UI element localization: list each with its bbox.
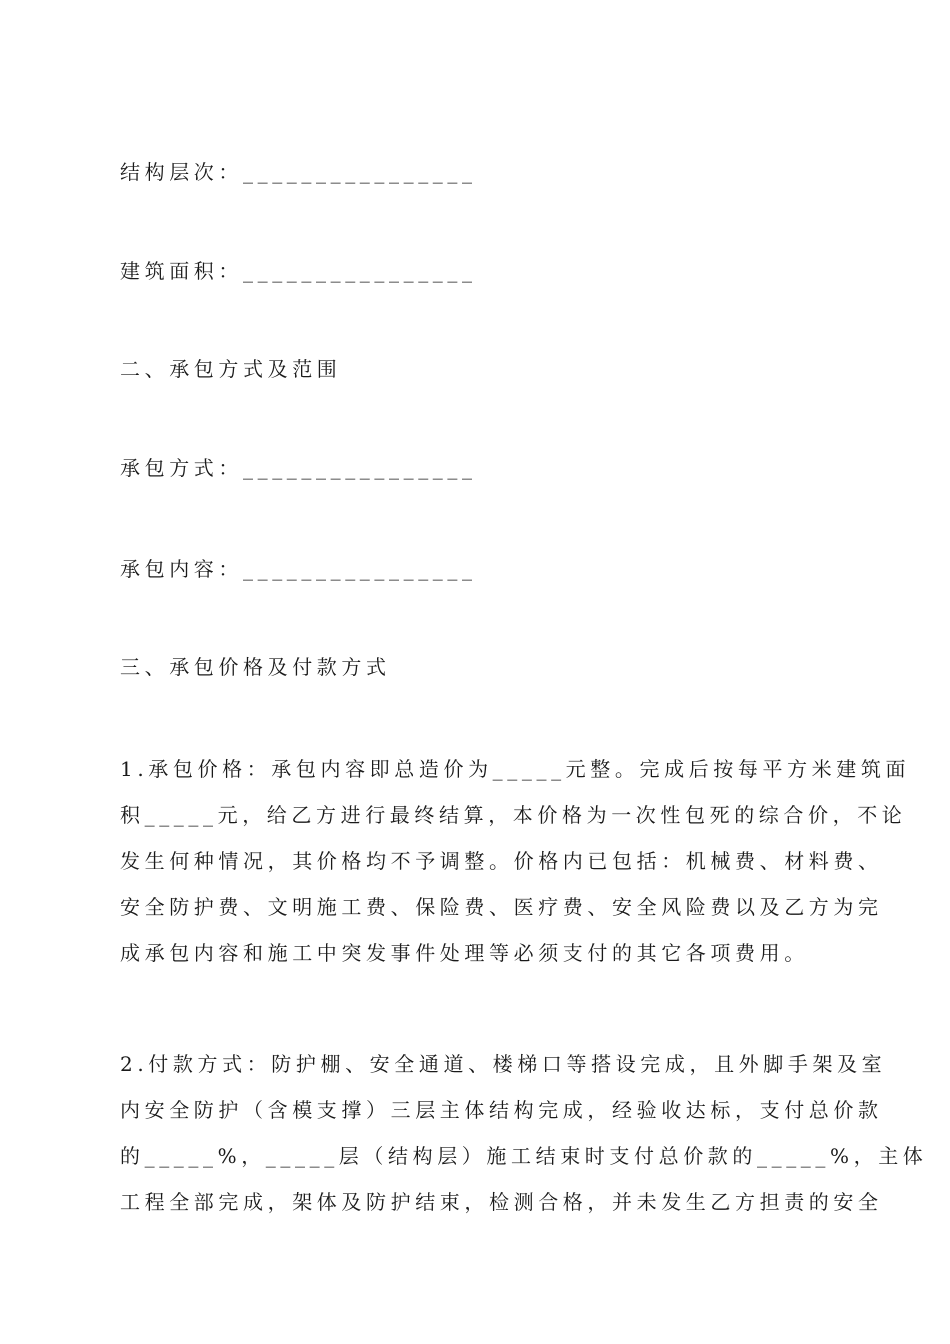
clause-1-line: 发生何种情况，其价格均不予调整。价格内已包括：机械费、材料费、	[120, 849, 883, 873]
clause-2-line: 的_____%，_____层（结构层）施工结束时支付总价款的_____%，主体	[120, 1144, 928, 1168]
clause-1-price	[120, 746, 911, 976]
section-3-heading: 三、承包价格及付款方式	[120, 655, 391, 679]
clause-1-line: 安全防护费、文明施工费、保险费、医疗费、安全风险费以及乙方为完	[120, 895, 883, 919]
clause-1-line: 成承包内容和施工中突发事件处理等必须支付的其它各项费用。	[120, 941, 809, 965]
building-area-field: 建筑面积：________________	[120, 259, 477, 283]
contract-mode-field: 承包方式：________________	[120, 456, 477, 480]
section-2-heading: 二、承包方式及范围	[120, 357, 342, 381]
clause-2-line: 内安全防护（含模支撑）三层主体结构完成，经验收达标，支付总价款	[120, 1098, 883, 1122]
clause-1-line: 1.承包价格：承包内容即总造价为_____元整。完成后按每平方米建筑面	[120, 757, 911, 781]
clause-2-payment	[120, 1041, 928, 1225]
clause-2-line: 2.付款方式：防护棚、安全通道、楼梯口等搭设完成，且外脚手架及室	[120, 1052, 887, 1076]
structure-levels-field: 结构层次：________________	[120, 160, 477, 184]
clause-2-line: 工程全部完成，架体及防护结束，检测合格，并未发生乙方担责的安全	[120, 1190, 883, 1214]
contract-content-field: 承包内容：________________	[120, 557, 477, 581]
clause-1-line: 积_____元，给乙方进行最终结算，本价格为一次性包死的综合价，不论	[120, 803, 907, 827]
